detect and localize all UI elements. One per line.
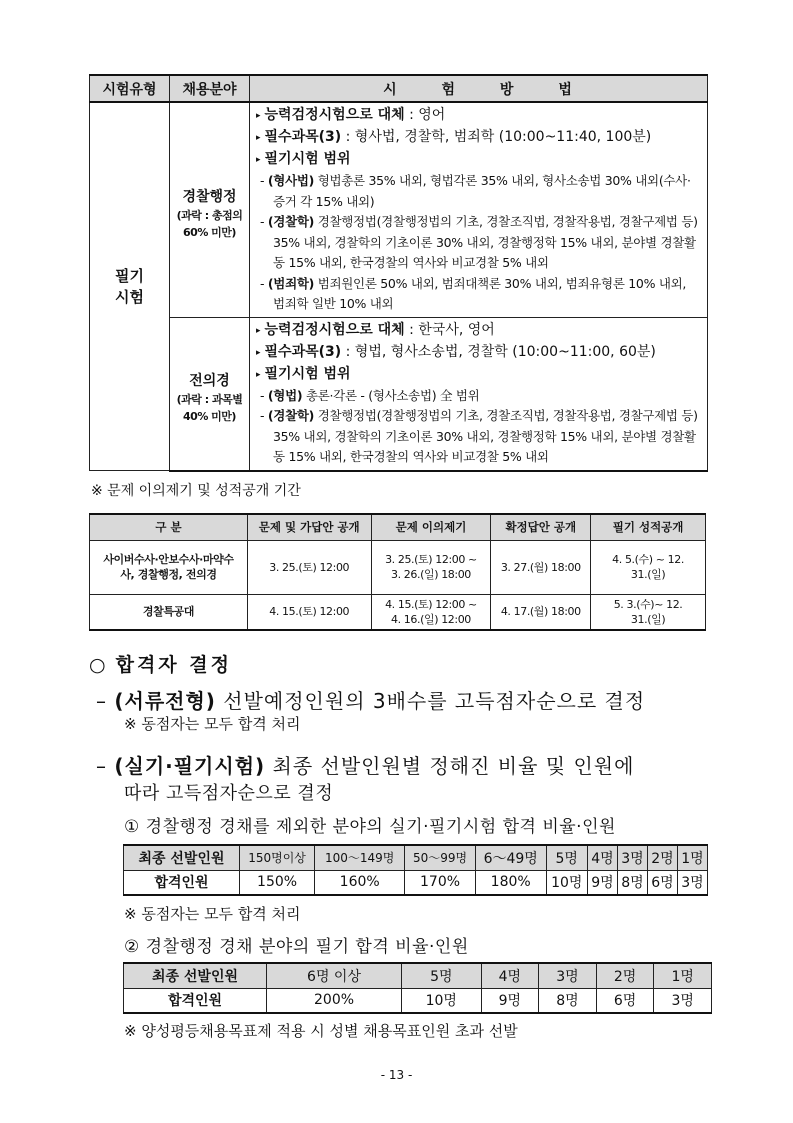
ratio-cell: 5명	[546, 845, 587, 870]
method-subitem: - (형사법) 형법총론 35% 내외, 형법각론 35% 내외, 형사소송법 30% 내외(수사·증거 각 15% 내외)	[260, 173, 691, 209]
schedule-note: ※ 문제 이의제기 및 성적공개 기간	[91, 483, 301, 499]
schedule-row	[90, 594, 706, 630]
triangle-bullet-icon: ▸	[256, 325, 261, 336]
ratio-row-pass	[124, 988, 712, 1013]
method-conscript-police	[250, 317, 708, 471]
method-subitem: - (경찰학) 경찰행정법(경찰행정법의 기초, 경찰조직법, 경찰작용법, 경찰구제법 등) 35% 내외, 경찰학의 기초이론 30% 내외, 경찰행정학 15% 내외, 분야별 경찰활동 15% 내외, 한국경찰의 역사와 비교경찰 5% 내외	[260, 214, 698, 270]
schedule-group: 경찰특공대	[90, 594, 248, 630]
circle-bullet-icon: ○	[89, 654, 106, 676]
exam-row-police-admin	[90, 102, 708, 317]
ratio-label-selected: 최종 선발인원	[124, 963, 267, 988]
schedule-header-final: 확정답안 공개	[491, 514, 591, 540]
ratio-cell: 9명	[587, 870, 617, 895]
schedule-answer: 3. 25.(토) 12:00	[247, 540, 371, 594]
field-fail-note: (과락 : 과목별 40% 미만)	[176, 392, 243, 423]
schedule-table	[89, 513, 706, 631]
schedule-header-answer: 문제 및 가답안 공개	[247, 514, 371, 540]
schedule-answer: 4. 15.(토) 12:00	[247, 594, 371, 630]
schedule-header-category: 구 분	[90, 514, 248, 540]
ratio-cell: 2명	[596, 963, 654, 988]
schedule-score: 4. 5.(수) ~ 12. 31.(일)	[591, 540, 706, 594]
ratio-cell: 4명	[587, 845, 617, 870]
ratio-cell: 9명	[481, 988, 539, 1013]
schedule-group: 사이버수사·안보수사·마약수사, 경찰행정, 전의경	[90, 540, 248, 594]
doc-screening-note: ※ 동점자는 모두 합격 처리	[124, 715, 301, 733]
doc-screening-line: – (서류전형) 선발예정인원의 3배수를 고득점자순으로 결정	[96, 689, 646, 713]
field-conscript-police	[170, 317, 250, 471]
ratio-cell: 6명	[596, 988, 654, 1013]
exam-type-label: 필기 시험	[115, 266, 144, 306]
method-item: ▸ 필수과목(3) : 형사법, 경찰학, 범죄학 (10:00~11:40, 100분)	[256, 129, 652, 145]
schedule-objection: 4. 15.(토) 12:00 ~ 4. 16.(일) 12:00	[371, 594, 491, 630]
ratio-row-selected	[124, 963, 712, 988]
table2-note: ※ 양성평등채용목표제 적용 시 성별 채용목표인원 초과 선발	[124, 1022, 518, 1040]
method-subitem: - (형법) 총론·각론 - (형사소송법) 全 범위	[260, 387, 480, 403]
ratio-cell: 150명이상	[240, 845, 315, 870]
field-fail-note: (과락 : 총점의 60% 미만)	[176, 208, 243, 239]
ratio-cell: 1명	[654, 963, 712, 988]
method-police-admin	[250, 102, 708, 317]
ratio-cell: 6～49명	[475, 845, 546, 870]
table1-note: ※ 동점자는 모두 합격 처리	[124, 905, 301, 923]
method-item: ▸ 필기시험 범위	[256, 365, 351, 382]
ratio-cell: 200%	[267, 988, 402, 1013]
ratio-label-pass: 합격인원	[124, 988, 267, 1013]
header-method: 시 험 방 법	[250, 75, 708, 102]
schedule-final: 3. 27.(월) 18:00	[491, 540, 591, 594]
method-item: ▸ 필기시험 범위	[256, 151, 351, 167]
ratio-cell: 170%	[405, 870, 476, 895]
method-item: ▸ 능력검정시험으로 대체 : 영어	[256, 107, 446, 123]
ratio-table-general	[123, 844, 708, 896]
ratio-cell: 6명 이상	[267, 963, 402, 988]
field-name: 전의경	[189, 372, 230, 389]
method-subitem: - (경찰학) 경찰행정법(경찰행정법의 기초, 경찰조직법, 경찰작용법, 경찰구제법 등) 35% 내외, 경찰학의 기초이론 30% 내외, 경찰행정학 15% 내외, 분야별 경찰활동 15% 내외, 한국경찰의 역사와 비교경찰 5% 내외	[260, 408, 698, 464]
ratio-cell: 8명	[539, 988, 597, 1013]
triangle-bullet-icon: ▸	[256, 369, 261, 380]
page-number: - 13 -	[380, 1068, 413, 1082]
practical-line: – (실기·필기시험) 최종 선발인원별 정해진 비율 및 인원에	[96, 754, 635, 778]
schedule-final: 4. 17.(월) 18:00	[491, 594, 591, 630]
method-subitem: - (범죄학) 범죄원인론 50% 내외, 범죄대책론 30% 내외, 범죄유형론 10% 내외, 범죄학 일반 10% 내외	[260, 275, 687, 311]
exam-table-header	[90, 75, 708, 102]
schedule-score: 5. 3.(수)~ 12. 31.(일)	[591, 594, 706, 630]
ratio-cell: 3명	[677, 870, 707, 895]
practical-line-2: 따라 고득점자순으로 결정	[124, 783, 334, 804]
exam-type-written	[90, 102, 170, 471]
ratio-cell: 6명	[647, 870, 677, 895]
schedule-row	[90, 540, 706, 594]
ratio-cell: 160%	[315, 870, 405, 895]
ratio-cell: 10명	[546, 870, 587, 895]
header-exam-type: 시험유형	[90, 75, 170, 102]
triangle-bullet-icon: ▸	[256, 347, 261, 358]
method-item: ▸ 능력검정시험으로 대체 : 한국사, 영어	[256, 321, 495, 338]
method-item: ▸ 필수과목(3) : 형법, 형사소송법, 경찰학 (10:00~11:00, 60분)	[256, 343, 656, 360]
exam-row-conscript-police	[90, 317, 708, 471]
ratio-cell: 1명	[677, 845, 707, 870]
ratio-cell: 4명	[481, 963, 539, 988]
triangle-bullet-icon: ▸	[256, 111, 261, 121]
ratio-cell: 3명	[539, 963, 597, 988]
triangle-bullet-icon: ▸	[256, 133, 261, 143]
ratio-cell: 5명	[402, 963, 482, 988]
triangle-bullet-icon: ▸	[256, 155, 261, 165]
exam-method-table	[89, 74, 708, 472]
schedule-header-score: 필기 성적공개	[591, 514, 706, 540]
ratio-cell: 3명	[654, 988, 712, 1013]
ratio-cell: 10명	[402, 988, 482, 1013]
schedule-header-objection: 문제 이의제기	[371, 514, 491, 540]
ratio-cell: 180%	[475, 870, 546, 895]
section-title: ○ 합격자 결정	[89, 654, 232, 676]
ratio-cell: 50～99명	[405, 845, 476, 870]
ratio-table-police-admin	[123, 962, 712, 1014]
ratio-row-selected	[124, 845, 708, 870]
ratio-cell: 3명	[617, 845, 647, 870]
ratio-cell: 100～149명	[315, 845, 405, 870]
schedule-header	[90, 514, 706, 540]
ratio-row-pass	[124, 870, 708, 895]
header-field: 채용분야	[170, 75, 250, 102]
table1-title: ① 경찰행정 경채를 제외한 분야의 실기·필기시험 합격 비율·인원	[124, 817, 616, 837]
field-name: 경찰행정	[182, 188, 237, 205]
field-police-admin	[170, 102, 250, 317]
table2-title: ② 경찰행정 경채 분야의 필기 합격 비율·인원	[124, 937, 469, 957]
schedule-objection: 3. 25.(토) 12:00 ~ 3. 26.(일) 18:00	[371, 540, 491, 594]
ratio-cell: 8명	[617, 870, 647, 895]
ratio-label-pass: 합격인원	[124, 870, 240, 895]
ratio-label-selected: 최종 선발인원	[124, 845, 240, 870]
ratio-cell: 2명	[647, 845, 677, 870]
ratio-cell: 150%	[240, 870, 315, 895]
